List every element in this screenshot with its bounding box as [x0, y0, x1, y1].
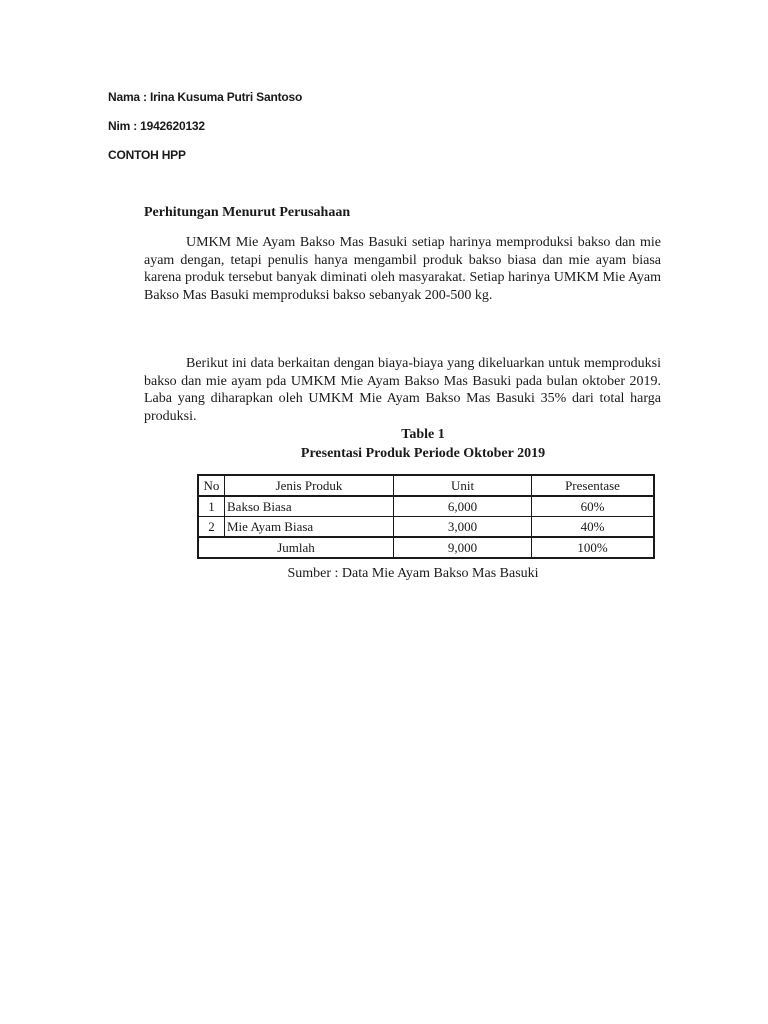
- header-unit: Unit: [394, 475, 532, 496]
- total-label: Jumlah: [198, 537, 394, 558]
- row-presentase: 60%: [532, 496, 655, 517]
- row-jenis-produk: Bakso Biasa: [225, 496, 394, 517]
- product-table: [197, 474, 655, 559]
- table-row: [198, 496, 654, 517]
- total-unit: 9,000: [394, 537, 532, 558]
- student-name: Nama : Irina Kusuma Putri Santoso: [108, 90, 303, 104]
- table-caption-number: Table 1: [401, 427, 445, 442]
- document-title: CONTOH HPP: [108, 148, 186, 162]
- table-row: [198, 517, 654, 538]
- row-jenis-produk: Mie Ayam Biasa: [225, 517, 394, 538]
- row-no: 2: [198, 517, 225, 538]
- row-unit: 6,000: [394, 496, 532, 517]
- header-no: No: [198, 475, 225, 496]
- student-nim: Nim : 1942620132: [108, 119, 205, 133]
- table-header-row: [198, 475, 654, 496]
- row-unit: 3,000: [394, 517, 532, 538]
- paragraph-2: Berikut ini data berkaitan dengan biaya-biaya yang dikeluarkan untuk memproduksi bakso dan mie ayam pda UMKM Mie Ayam Bakso Mas Basuki pada bulan oktober 2019. Laba yang diharapkan oleh UMKM Mie Ayam Bakso Mas Basuki 35% dari total harga produksi.: [144, 356, 661, 424]
- table-total-row: [198, 537, 654, 558]
- header-jenis-produk: Jenis Produk: [225, 475, 394, 496]
- paragraph-1: UMKM Mie Ayam Bakso Mas Basuki setiap harinya memproduksi bakso dan mie ayam dengan, tetapi penulis hanya mengambil produk bakso biasa dan mie ayam biasa karena produk tersebut banyak diminati oleh masyarakat. Setiap harinya UMKM Mie Ayam Bakso Mas Basuki memproduksi bakso sebanyak 200-500 kg.: [144, 235, 661, 303]
- header-presentase: Presentase: [532, 475, 655, 496]
- total-presentase: 100%: [532, 537, 655, 558]
- table-source: Sumber : Data Mie Ayam Bakso Mas Basuki: [287, 566, 539, 581]
- row-no: 1: [198, 496, 225, 517]
- table-caption-title: Presentasi Produk Periode Oktober 2019: [300, 446, 546, 461]
- row-presentase: 40%: [532, 517, 655, 538]
- section-heading: Perhitungan Menurut Perusahaan: [144, 205, 351, 220]
